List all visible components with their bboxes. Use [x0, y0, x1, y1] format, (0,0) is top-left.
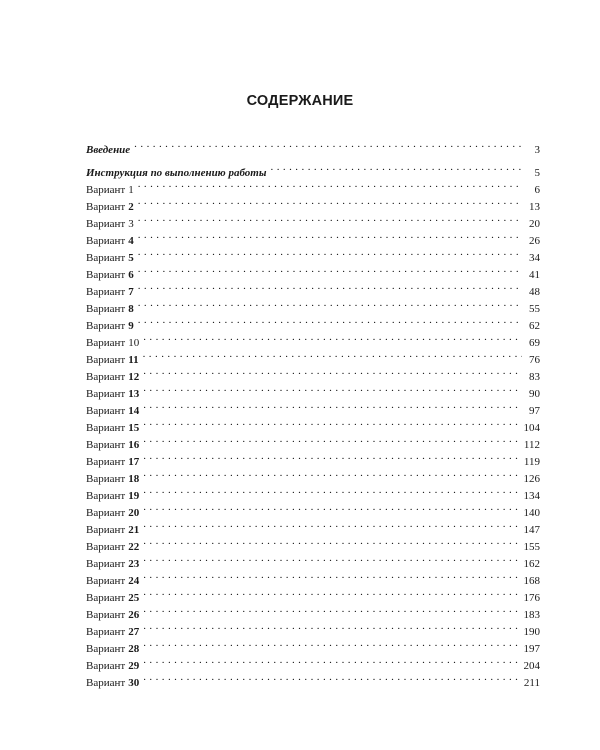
toc-entry-label: Вариант [86, 574, 126, 587]
toc-entry-page: 69 [529, 336, 540, 349]
dot-leader [138, 261, 522, 278]
toc-entry-label: Вариант [86, 268, 126, 281]
toc-entry-label: Вариант [86, 302, 126, 315]
toc-entry-page: 176 [523, 591, 540, 604]
toc-entry-label: Вариант [86, 540, 126, 553]
variant-number: 29 [128, 659, 140, 672]
toc-entry-page: 168 [523, 574, 540, 587]
toc-entry-page: 26 [529, 234, 540, 247]
toc-entry-label: Вариант [86, 336, 126, 349]
variant-number: 23 [128, 557, 140, 570]
toc-entry-label: Введение [86, 144, 131, 156]
variant-number: 19 [128, 489, 140, 502]
variant-number: 24 [128, 574, 140, 587]
toc-entry-page: 134 [523, 489, 540, 502]
toc-entry-variant[interactable] [86, 261, 540, 281]
toc-entry-variant[interactable] [86, 499, 540, 519]
variant-number: 1 [128, 183, 134, 196]
variant-number: 7 [128, 285, 134, 298]
variant-number: 28 [128, 642, 140, 655]
dot-leader [143, 669, 520, 686]
toc-entry-label: Вариант [86, 557, 126, 570]
dot-leader [143, 380, 522, 397]
dot-leader [143, 346, 522, 363]
toc-entry-label: Вариант [86, 353, 126, 366]
toc-entry-variant[interactable] [86, 635, 540, 655]
page-title: СОДЕРЖАНИЕ [246, 93, 354, 109]
dot-leader [143, 363, 522, 380]
variant-number: 21 [128, 523, 140, 536]
toc-entry-variant[interactable] [86, 431, 540, 451]
dot-leader [143, 329, 522, 346]
toc-entry-variant[interactable] [86, 244, 540, 264]
toc-entry-variant[interactable] [86, 465, 540, 485]
dot-leader [143, 499, 519, 516]
variant-number: 26 [128, 608, 140, 621]
toc-entry-label: Вариант [86, 489, 126, 502]
dot-leader [143, 482, 519, 499]
toc-entry-page: 147 [523, 523, 540, 536]
toc-entry-variant[interactable] [86, 176, 540, 196]
toc-entry-page: 3 [534, 144, 540, 156]
toc-entry-page: 41 [529, 268, 540, 281]
toc-entry-label: Вариант [86, 387, 126, 400]
toc-entry-label: Вариант [86, 183, 126, 196]
variant-number: 13 [128, 387, 140, 400]
toc-entry-label: Вариант [86, 591, 126, 604]
toc-entry-page: 48 [529, 285, 540, 298]
variant-number: 10 [128, 336, 140, 349]
toc-entry-page: 20 [529, 217, 540, 230]
dot-leader [138, 278, 522, 295]
variant-number: 4 [128, 234, 134, 247]
toc-entry-variant[interactable] [86, 516, 540, 536]
toc-entry-variant[interactable] [86, 295, 540, 315]
toc-entry-variant[interactable] [86, 550, 540, 570]
toc-entry-variant[interactable] [86, 669, 540, 689]
dot-leader [138, 312, 522, 329]
toc-entry-label: Вариант [86, 625, 126, 638]
dot-leader [134, 136, 522, 153]
toc-entry-page: 183 [523, 608, 540, 621]
toc-entry-page: 13 [529, 200, 540, 213]
toc-entry-page: 162 [523, 557, 540, 570]
toc-entry-variant[interactable] [86, 193, 540, 213]
variant-number: 9 [128, 319, 134, 332]
toc-entry-label: Вариант [86, 659, 126, 672]
toc-entry-page: 112 [523, 438, 540, 451]
dot-leader [143, 567, 519, 584]
toc-entry-variant[interactable] [86, 448, 540, 468]
toc-entry-page: 155 [523, 540, 540, 553]
toc-entry-label: Вариант [86, 523, 126, 536]
toc-entry-label: Вариант [86, 506, 126, 519]
variant-number: 20 [128, 506, 140, 519]
toc-entry-variant[interactable] [86, 278, 540, 298]
toc-entry-page: 83 [529, 370, 540, 383]
toc-entry-page: 190 [523, 625, 540, 638]
variant-number: 17 [128, 455, 140, 468]
toc-entry-label: Вариант [86, 438, 126, 451]
variant-number: 8 [128, 302, 134, 315]
toc-entry-page: 204 [523, 659, 540, 672]
variant-number: 14 [128, 404, 140, 417]
toc-entry-variant[interactable] [86, 601, 540, 621]
variant-number: 11 [128, 353, 139, 366]
toc-entry-label: Вариант [86, 251, 126, 264]
variant-number: 27 [128, 625, 140, 638]
toc-entry-variant[interactable] [86, 363, 540, 383]
toc-entry-page: 76 [529, 353, 540, 366]
toc-entry-label: Вариант [86, 234, 126, 247]
dot-leader [143, 601, 519, 618]
dot-leader [271, 159, 523, 176]
toc-entry-variant[interactable] [86, 584, 540, 604]
variant-number: 30 [128, 676, 140, 689]
toc-entry-label: Вариант [86, 421, 126, 434]
toc-entry-label: Вариант [86, 370, 126, 383]
dot-leader [143, 516, 519, 533]
dot-leader [143, 448, 520, 465]
dot-leader [143, 431, 520, 448]
toc-entry-variant[interactable] [86, 380, 540, 400]
toc-entry-page: 97 [529, 404, 540, 417]
toc-entry-page: 211 [523, 676, 540, 689]
dot-leader [143, 652, 519, 669]
toc-entry-variant[interactable] [86, 210, 540, 230]
variant-number: 6 [128, 268, 134, 281]
toc-entry-label: Вариант [86, 319, 126, 332]
variant-number: 5 [128, 251, 134, 264]
toc-entry-label: Вариант [86, 608, 126, 621]
toc-entry-variant[interactable] [86, 329, 540, 349]
variant-number: 18 [128, 472, 140, 485]
toc-entry-variant[interactable] [86, 414, 540, 434]
dot-leader [138, 176, 522, 193]
toc-entry-page: 197 [523, 642, 540, 655]
toc-entry-variant[interactable] [86, 618, 540, 638]
toc-entry-page: 62 [529, 319, 540, 332]
toc-entry-label: Вариант [86, 217, 126, 230]
dot-leader [143, 618, 519, 635]
variant-number: 12 [128, 370, 140, 383]
toc-entry-variant[interactable] [86, 312, 540, 332]
dot-leader [143, 397, 522, 414]
dot-leader [143, 465, 519, 482]
dot-leader [138, 193, 522, 210]
variant-number: 2 [128, 200, 134, 213]
toc-entry-label: Вариант [86, 455, 126, 468]
toc-entry-label: Вариант [86, 642, 126, 655]
toc-entry-variant[interactable] [86, 567, 540, 587]
dot-leader [143, 635, 519, 652]
toc-entry-introduction[interactable] [86, 136, 540, 156]
toc-entry-variant[interactable] [86, 533, 540, 553]
toc-entry-page: 140 [523, 506, 540, 519]
toc-entry-label: Вариант [86, 404, 126, 417]
toc-entry-variant[interactable] [86, 227, 540, 247]
dot-leader [138, 295, 522, 312]
toc-entry-page: 119 [523, 455, 540, 468]
dot-leader [143, 533, 519, 550]
variant-number: 16 [128, 438, 140, 451]
toc-entry-page: 34 [529, 251, 540, 264]
toc-entry-page: 90 [529, 387, 540, 400]
toc-entry-page: 55 [529, 302, 540, 315]
toc-entry-variant[interactable] [86, 482, 540, 502]
toc-entry-variant[interactable] [86, 397, 540, 417]
variant-number: 3 [128, 217, 134, 230]
toc-entry-label: Инструкция по выполнению работы [86, 166, 267, 179]
dot-leader [143, 584, 519, 601]
dot-leader [138, 210, 522, 227]
dot-leader [138, 227, 522, 244]
variant-number: 15 [128, 421, 140, 434]
toc-entry-page: 5 [534, 166, 540, 179]
toc-entry-page: 126 [523, 472, 540, 485]
toc-entry-variant[interactable] [86, 652, 540, 672]
dot-leader [143, 414, 519, 431]
dot-leader [143, 550, 519, 567]
toc-entry-page: 6 [534, 183, 540, 196]
variant-number: 25 [128, 591, 140, 604]
toc-entry-instructions[interactable] [86, 159, 540, 179]
toc-entry-label: Вариант [86, 200, 126, 213]
toc-entry-label: Вариант [86, 676, 126, 689]
dot-leader [138, 244, 522, 261]
toc-entry-variant[interactable] [86, 346, 540, 366]
toc-entry-label: Вариант [86, 472, 126, 485]
variant-number: 22 [128, 540, 140, 553]
toc-entry-page: 104 [523, 421, 540, 434]
toc-entry-label: Вариант [86, 285, 126, 298]
table-of-contents [86, 136, 540, 689]
